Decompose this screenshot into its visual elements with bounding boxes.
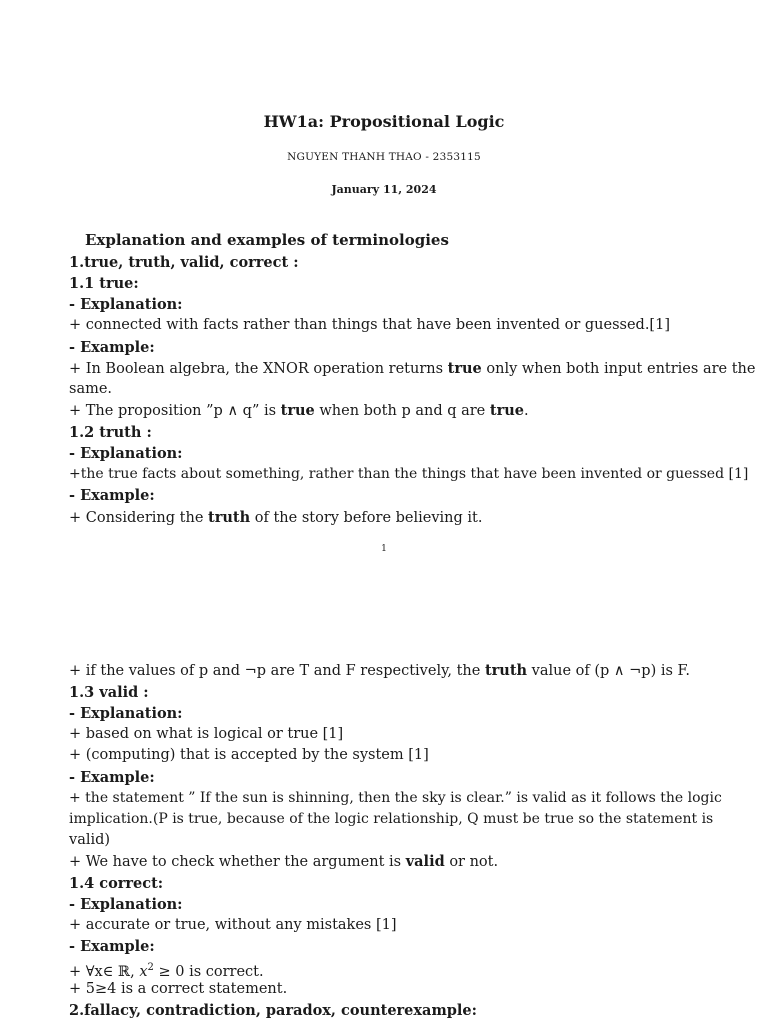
example-label: - Example:: [69, 487, 155, 504]
valid-example-2: [69, 851, 709, 873]
true-example-2: [69, 400, 709, 422]
true-example-1: [69, 358, 756, 380]
subheading-1-1: 1.1 true:: [69, 275, 139, 292]
valid-explanation-2: + (computing) that is accepted by the system [1]: [69, 747, 429, 763]
math-variable: x: [139, 963, 148, 980]
text-span: + We have to check whether the argument is: [69, 854, 406, 870]
document-title: HW1a: Propositional Logic: [263, 112, 505, 131]
bold-term: truth: [484, 662, 528, 679]
valid-example-1-line3: valid): [69, 832, 111, 848]
author-line: NGUYEN THANH THAO - 2353115: [287, 151, 481, 163]
explanation-label: - Explanation:: [69, 705, 183, 722]
true-example-1-cont: same.: [69, 381, 113, 397]
subheading-1-3: 1.3 valid :: [69, 684, 149, 701]
valid-example-1-line1: + the statement ” If the sun is shinning, then the sky is clear.” is valid as it follows the logic: [69, 790, 722, 806]
correct-explanation: + accurate or true, without any mistakes [1]: [69, 917, 397, 933]
text-span: + In Boolean algebra, the XNOR operation returns: [69, 361, 448, 377]
heading-1: 1.true, truth, valid, correct :: [69, 254, 299, 271]
bold-term: valid: [405, 853, 445, 870]
text-span: of the story before believing it.: [250, 510, 483, 526]
subheading-1-4: 1.4 correct:: [69, 875, 164, 892]
example-label: - Example:: [69, 769, 155, 786]
text-span: ≥ 0 is correct.: [153, 963, 264, 980]
heading-2: 2.fallacy, contradiction, paradox, counterexample:: [69, 1002, 478, 1019]
bold-term: true: [489, 402, 524, 419]
text-span: value of (p ∧ ¬p) is F.: [527, 663, 690, 679]
valid-example-1-line2: implication.(P is true, because of the logic relationship, Q must be true so the statement is: [69, 811, 714, 827]
explanation-label: - Explanation:: [69, 445, 183, 462]
true-explanation: + connected with facts rather than things that have been invented or guessed.[1]: [69, 317, 670, 333]
explanation-label: - Explanation:: [69, 296, 183, 313]
bold-term: true: [280, 402, 315, 419]
explanation-label: - Explanation:: [69, 896, 183, 913]
subheading-1-2: 1.2 truth :: [69, 424, 152, 441]
text-span: only when both input entries are the: [481, 361, 756, 377]
section-heading: Explanation and examples of terminologies: [85, 231, 449, 249]
text-span: when both p and q are: [314, 403, 490, 419]
text-span: .: [523, 403, 529, 419]
text-span: + The proposition ”p ∧ q” is: [69, 403, 281, 419]
truth-example-1: [69, 507, 709, 529]
valid-explanation-1: + based on what is logical or true [1]: [69, 726, 344, 742]
exponent: 2: [147, 962, 154, 973]
truth-explanation: +the true facts about something, rather than the things that have been invented or guessed [1]: [69, 466, 749, 482]
bold-term: truth: [208, 509, 251, 526]
example-label: - Example:: [69, 339, 155, 356]
text-span: + if the values of p and ¬p are T and F respectively, the: [69, 663, 485, 679]
correct-example-2: + 5≥4 is a correct statement.: [69, 981, 288, 997]
text-span: or not.: [444, 854, 499, 870]
document-date: January 11, 2024: [331, 183, 437, 196]
text-span: + ∀x∈ ℝ,: [69, 963, 140, 980]
truth-example-2: [69, 660, 709, 682]
page-number: 1: [381, 544, 387, 554]
example-label: - Example:: [69, 938, 155, 955]
bold-term: true: [447, 360, 482, 377]
text-span: + Considering the: [69, 510, 209, 526]
